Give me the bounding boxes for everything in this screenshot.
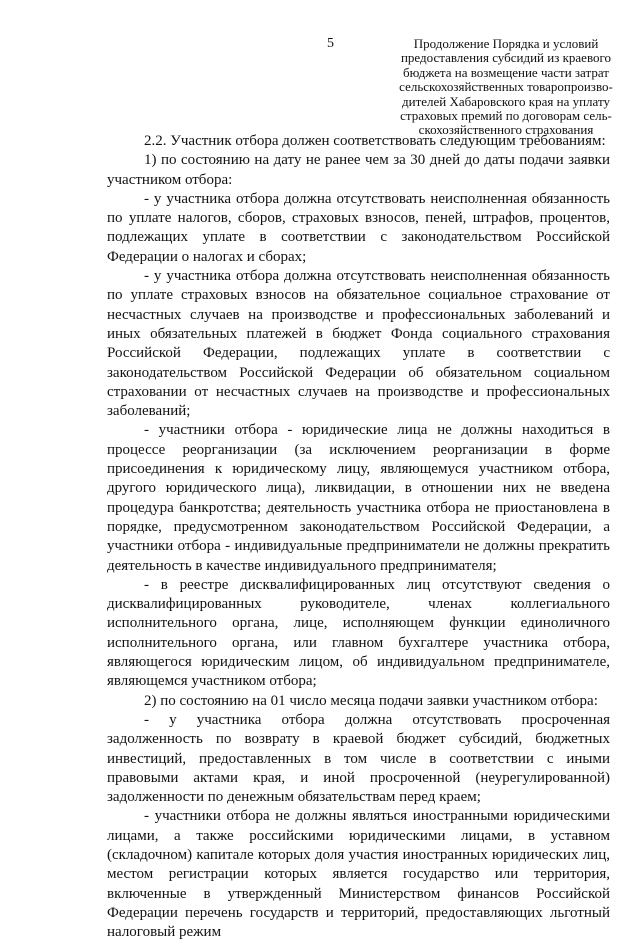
header-line: бюджета на возмещение части затрат bbox=[403, 64, 609, 80]
header-line: дителей Хабаровского края на уплату bbox=[402, 93, 610, 109]
paragraph-disqualified: - в реестре дисквалифицированных лиц отсутствуют сведения о дисквалифицированных руководителе, членах коллегиального исполнительного органа, лице, исполняющем функции единоличного исполнительного органа, или главном бухгалтере участника отбора, являющегося юридическим лицом, об индивидуальном предпринимателе, являющемся участником отбора; bbox=[107, 576, 610, 690]
paragraph-insurance: - у участника отбора должна отсутствовать неисполненная обязанность по уплате страховых взносов на обязательное социальное страхование от несчастных случаев на производстве и профессиональных заболеваний и иных обязательных платежей в бюджет Фонда социального страхования Российской Федерации, подлежащих уплате в соответствии с законодательством Российской Федерации об обязательном социальном страховании от несчастных случаев на производстве и профессиональных заболеваний; bbox=[107, 268, 610, 420]
paragraph-item-1: 1) по состоянию на дату не ранее чем за 30 дней до даты подачи заявки участником отбора: bbox=[107, 152, 610, 188]
header-line: страховых премий по договорам сель- bbox=[400, 108, 612, 124]
paragraph-item-2: 2) по состоянию на 01 число месяца подачи заявки участником отбора: bbox=[144, 692, 598, 709]
header-line: сельскохозяйственных товаропроизво- bbox=[399, 79, 613, 95]
paragraph-reorganization: - участники отбора - юридические лица не должны находиться в процессе реорганизации (за исключением реорганизации в форме присоединения к юридическому лицу, являющемуся участником отбора, другого юридического лица), ликвидации, в отношении них не введена процедура банкротства; деятельность участника отбора не приостановлена в порядке, предусмотренном законодательством Российской Федерации, а участники отбора - индивидуальные предприниматели не должны прекратить деятельность в качестве индивидуального предпринимателя; bbox=[107, 422, 610, 574]
paragraph-2-2: 2.2. Участник отбора должен соответствовать следующим требованиям: bbox=[144, 133, 606, 149]
paragraph-debt: - у участника отбора должна отсутствовать просроченная задолженность по возврату в краевой бюджет субсидий, бюджетных инвестиций, предоставленных в том числе в соответствии с иными правовыми актами края, и иной просроченной (неурегулированной) задолженности по денежным обязательствам перед краем; bbox=[107, 711, 610, 806]
header-line: скохозяйственного страхования bbox=[418, 122, 594, 138]
header-line: Продолжение Порядка и условий bbox=[413, 36, 599, 51]
paragraph-foreign-entities: - участники отбора не должны являться иностранными юридическими лицами, а также российскими юридическими лицами, в уставном (складочном) капитале которых доля участия иностранных юридических лиц, местом регистрации которых является государство или территория, включенные в утвержденный Министерством финансов Российской Федерации перечень государств и территорий, предоставляющих льготный налоговый режим bbox=[107, 808, 610, 941]
document-header bbox=[382, 37, 630, 138]
page-number: 5 bbox=[327, 36, 334, 51]
document-body bbox=[107, 132, 610, 942]
header-line: предоставления субсидий из краевого bbox=[400, 50, 612, 66]
paragraph-taxes: - у участника отбора должна отсутствовать неисполненная обязанность по уплате налогов, сборов, страховых взносов, пеней, штрафов, процентов, подлежащих уплате в соответствии с законодательством Российской Федерации о налогах и сборах; bbox=[107, 190, 610, 265]
